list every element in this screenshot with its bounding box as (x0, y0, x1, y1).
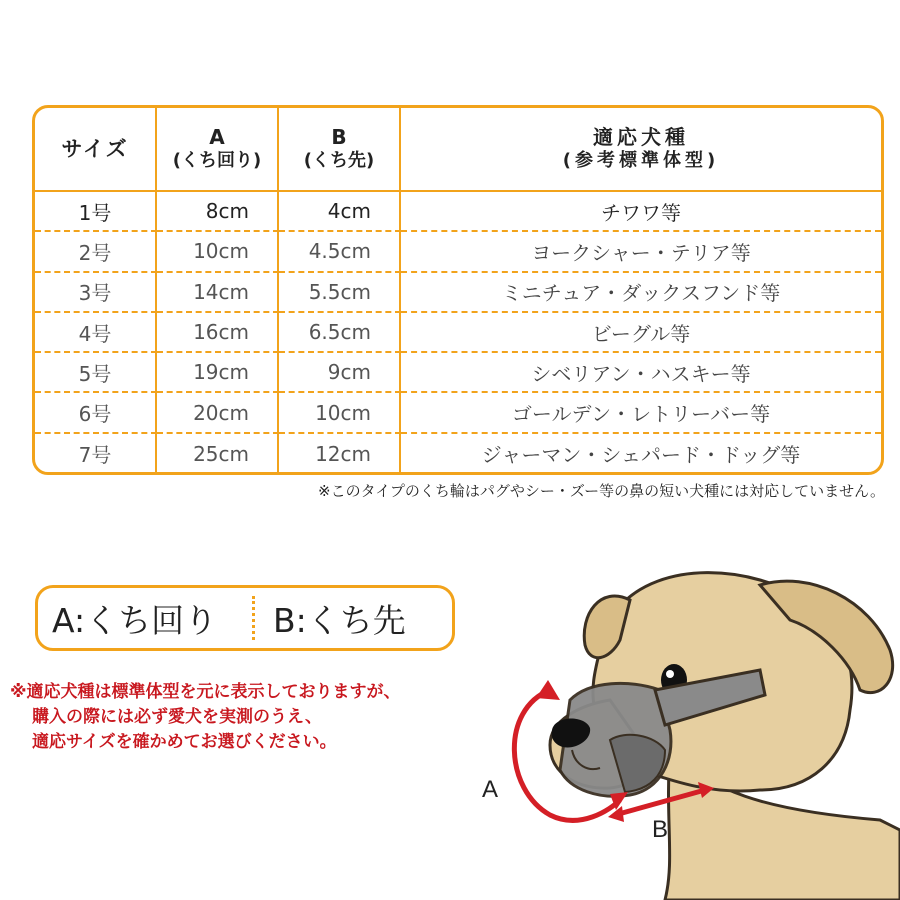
row-6-size: 6号 (35, 393, 157, 433)
row-7-size: 7号 (35, 434, 157, 474)
header-breed (401, 108, 881, 192)
row-2-a: 10cm (157, 232, 279, 272)
row-1-breed: チワワ等 (401, 192, 881, 232)
row-2-size: 2号 (35, 232, 157, 272)
row-1-size: 1号 (35, 192, 157, 232)
header-a-desc: (くち回り) (172, 150, 262, 172)
row-4-breed: ビーグル等 (401, 313, 881, 353)
row-1-b: 4cm (279, 192, 401, 232)
header-size: サイズ (35, 108, 157, 192)
table-footnote: ※このタイプのくち輪はパグやシー・ズー等の鼻の短い犬種には対応していません。 (318, 482, 885, 500)
row-7-breed: ジャーマン・シェパード・ドッグ等 (481, 443, 801, 468)
measurement-legend (35, 585, 455, 651)
row-3-a: 14cm (157, 273, 279, 313)
dog-muzzle-illustration (460, 540, 900, 900)
header-a-letter: A (209, 125, 225, 150)
row-6-b: 10cm (279, 393, 401, 433)
row-6-a: 20cm (157, 393, 279, 433)
fit-note (10, 680, 500, 755)
row-4-b: 6.5cm (279, 313, 401, 353)
note-line-2: 購入の際には必ず愛犬を実測のうえ、 (32, 707, 323, 727)
row-3-breed: ミニチュア・ダックスフンド等 (401, 273, 881, 313)
header-b-letter: B (331, 125, 347, 150)
header-breed-line1: 適応犬種 (593, 125, 689, 150)
note-line-1: ※適応犬種は標準体型を元に表示しておりますが、 (10, 682, 401, 702)
row-1-a: 8cm (157, 192, 279, 232)
row-4-size: 4号 (35, 313, 157, 353)
row-3-b: 5.5cm (279, 273, 401, 313)
row-3-size: 3号 (35, 273, 157, 313)
legend-a: A:くち回り (52, 600, 218, 640)
size-table (32, 105, 884, 475)
header-b (279, 108, 401, 192)
row-5-breed: シベリアン・ハスキー等 (401, 353, 881, 393)
row-5-a: 19cm (157, 353, 279, 393)
row-2-b: 4.5cm (279, 232, 401, 272)
size-table-grid (35, 108, 881, 472)
row-5-size: 5号 (35, 353, 157, 393)
legend-divider (252, 596, 255, 640)
row-7-b: 12cm (279, 434, 401, 474)
header-a (157, 108, 279, 192)
row-2-breed: ヨークシャー・テリア等 (401, 232, 881, 272)
row-5-b: 9cm (279, 353, 401, 393)
row-7-a: 25cm (157, 434, 279, 474)
header-b-desc: (くち先) (303, 150, 375, 172)
legend-b: B:くち先 (273, 600, 406, 640)
label-b: B (652, 816, 669, 843)
row-6-breed: ゴールデン・レトリーバー等 (401, 393, 881, 433)
label-a: A (482, 776, 499, 803)
header-breed-line2: (参考標準体型) (562, 150, 720, 172)
row-4-a: 16cm (157, 313, 279, 353)
dog-icon (550, 573, 900, 900)
note-line-3: 適応サイズを確かめてお選びください。 (32, 732, 337, 752)
